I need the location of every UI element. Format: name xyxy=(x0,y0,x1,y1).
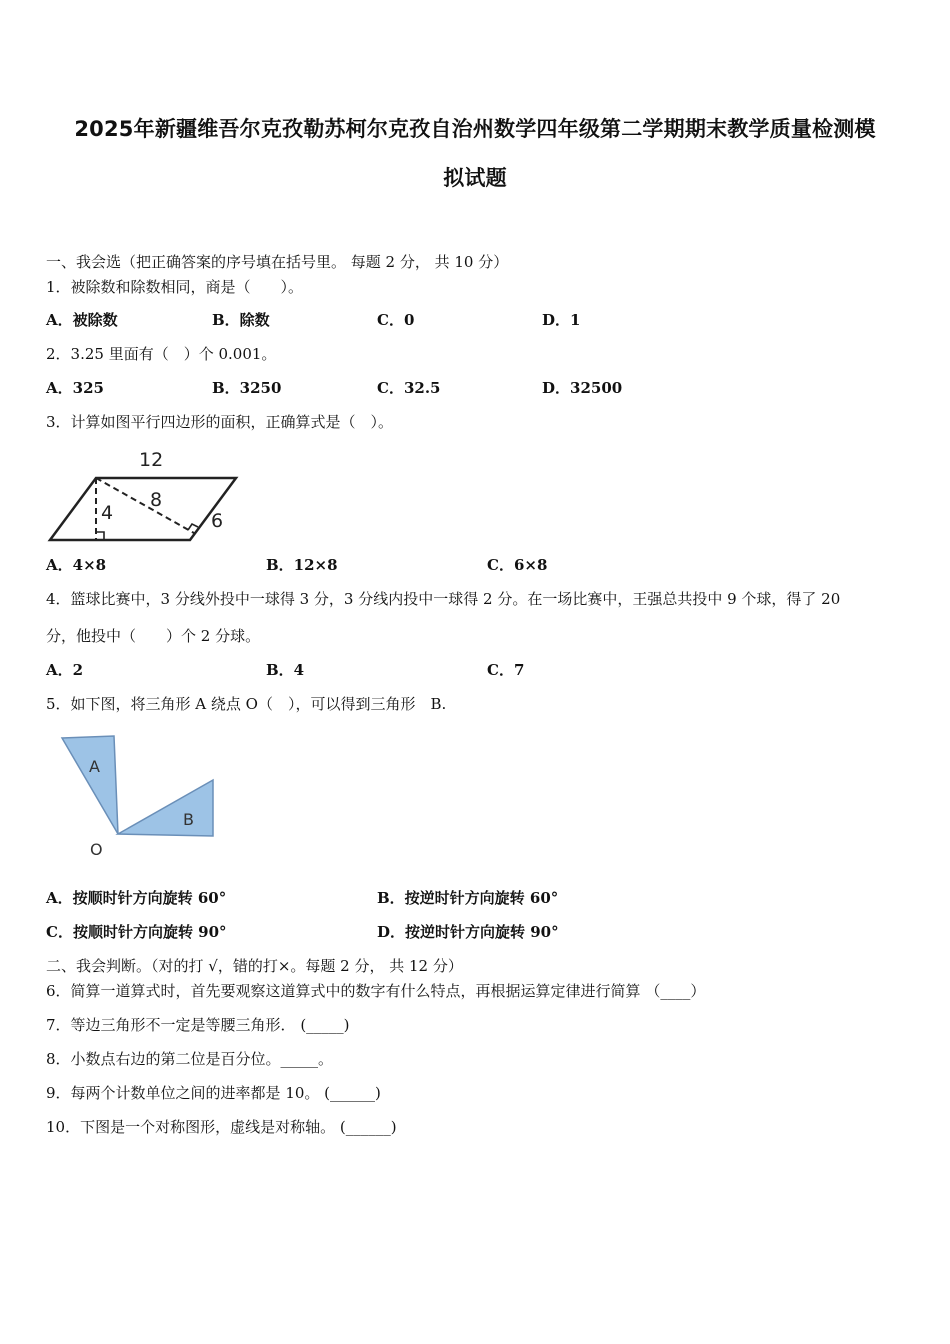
q3-option-b[interactable] xyxy=(266,555,338,575)
triangle-b xyxy=(118,780,213,836)
q3-option-c-text: C．6×8 xyxy=(487,556,548,574)
question-5-stem: 5．如下图，将三角形 A 绕点 O（ ），可以得到三角形 B. xyxy=(46,695,447,713)
q3-option-a-text: A．4×8 xyxy=(46,556,107,574)
label-triangle-b: B xyxy=(183,810,194,829)
right-angle-mark-side xyxy=(188,524,198,530)
question-4-stem-line-2: 分，他投中（ ）个 2 分球。 xyxy=(46,627,261,645)
q1-option-a[interactable]: A．被除数 xyxy=(46,311,118,329)
question-4-stem-line-1: 4．篮球比赛中，3 分线外投中一球得 3 分，3 分线内投中一球得 2 分。在一场比赛中，王强总共投中 9 个球，得了 20 xyxy=(46,590,841,608)
q2-option-a[interactable]: A．325 xyxy=(46,379,104,397)
q3-option-a[interactable] xyxy=(46,555,106,575)
q5-option-b[interactable]: B．按逆时针方向旋转 60° xyxy=(377,889,559,907)
label-diagonal-8: 8 xyxy=(150,489,163,511)
q2-option-b[interactable]: B．3250 xyxy=(212,379,282,397)
q2-option-d[interactable]: D．32500 xyxy=(542,379,623,397)
label-height-4: 4 xyxy=(101,502,114,524)
section-2-heading: 二、我会判断。（对的打 √，错的打×。每题 2 分， 共 12 分） xyxy=(46,957,463,975)
q1-option-b[interactable]: B．除数 xyxy=(212,311,270,329)
question-8-stem: 8．小数点右边的第二位是百分位。_____。 xyxy=(46,1050,334,1068)
label-triangle-a: A xyxy=(89,757,100,776)
parallelogram-figure xyxy=(44,444,244,546)
question-2-stem: 2．3.25 里面有（ ）个 0.001。 xyxy=(46,345,277,363)
section-1-heading: 一、我会选（把正确答案的序号填在括号里。 每题 2 分， 共 10 分） xyxy=(46,253,509,271)
q1-option-c[interactable]: C．0 xyxy=(377,311,415,329)
page-title-line-1: 2025年新疆维吾尔克孜勒苏柯尔克孜自治州数学四年级第二学期期末教学质量检测模 xyxy=(74,117,876,141)
rotation-figure xyxy=(50,730,230,865)
question-3-stem: 3．计算如图平行四边形的面积，正确算式是（ ）。 xyxy=(46,413,394,431)
q5-option-a[interactable]: A．按顺时针方向旋转 60° xyxy=(46,889,227,907)
triangle-a xyxy=(62,736,118,834)
q3-option-b-text: B．12×8 xyxy=(266,556,338,574)
question-7-stem: 7．等边三角形不一定是等腰三角形． (_____) xyxy=(46,1016,350,1034)
q2-option-c[interactable]: C．32.5 xyxy=(377,379,441,397)
q4-option-a[interactable]: A．2 xyxy=(46,661,84,679)
question-1-stem: 1．被除数和除数相同，商是（ ）。 xyxy=(46,278,304,296)
label-top-12: 12 xyxy=(139,449,164,471)
question-9-stem: 9．每两个计数单位之间的进率都是 10。 (______) xyxy=(46,1084,381,1102)
page-title-line-2: 拟试题 xyxy=(443,166,507,190)
q1-option-d[interactable]: D．1 xyxy=(542,311,581,329)
q5-option-c[interactable]: C．按顺时针方向旋转 90° xyxy=(46,923,227,941)
question-6-stem: 6．简算一道算式时，首先要观察这道算式中的数字有什么特点，再根据运算定律进行简算 （____） xyxy=(46,982,706,1000)
q4-option-b[interactable]: B．4 xyxy=(266,661,305,679)
q5-option-d[interactable]: D．按逆时针方向旋转 90° xyxy=(377,923,559,941)
question-10-stem: 10．下图是一个对称图形，虚线是对称轴。 (______) xyxy=(46,1118,397,1136)
label-side-6: 6 xyxy=(211,510,224,532)
parallelogram-outline xyxy=(50,478,236,540)
q3-option-c[interactable] xyxy=(487,555,547,575)
q4-option-c[interactable]: C．7 xyxy=(487,661,525,679)
label-point-o: O xyxy=(90,840,103,859)
